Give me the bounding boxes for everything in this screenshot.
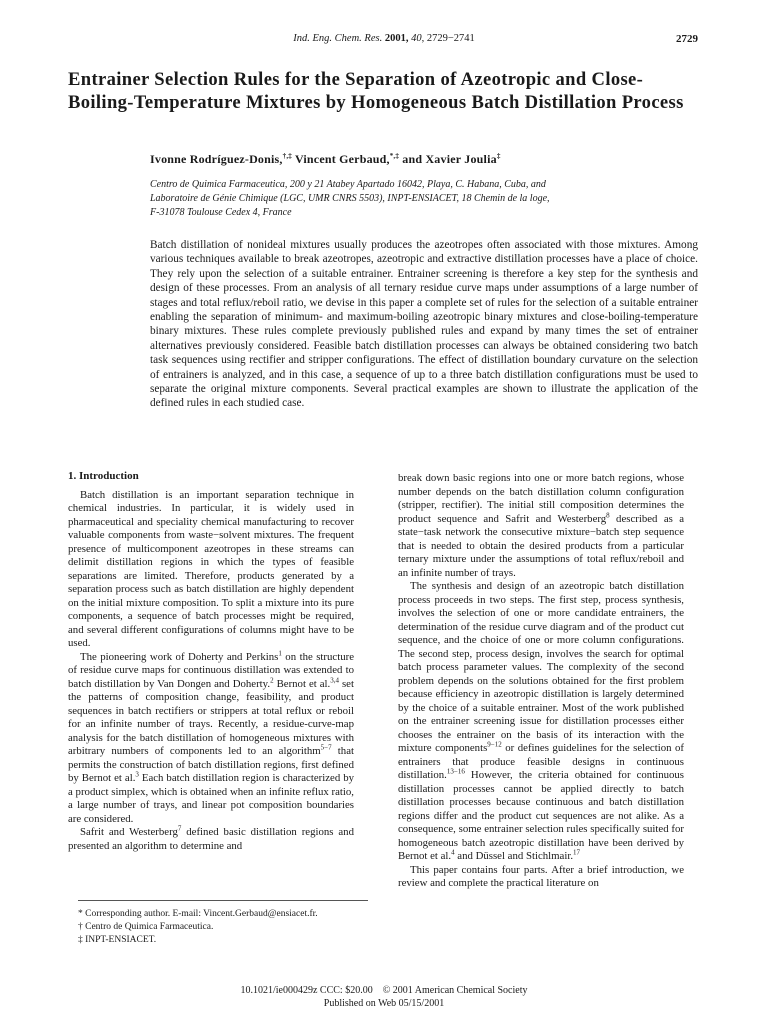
author-3: and Xavier Joulia [399, 152, 497, 166]
journal-pages: 2729−2741 [426, 33, 475, 44]
footnote-corresponding-author: * Corresponding author. E-mail: Vincent.Gerbaud@ensiacet.fr. [78, 909, 318, 919]
paragraph: Batch distillation is an important separation technique in chemical industries. In particular, it is widely used in pharmaceutical and speciality chemical manufacturing to recover valuable components from waste−solvent mixtures. The frequent presence of multicomponent azeotropes in these streams can delimit distillation regions in which the types of feasible separations are limited. Therefore, products generated by a separation process such as batch distillation are highly dependent on the initial mixture composition. To split a mixture into its pure components, a sequence of batch processes might be required, and several different configurations of columns might have to be used. [68, 488, 354, 649]
page-number: 2729 [676, 33, 698, 45]
author-1-marks: †,‡ [282, 152, 292, 160]
author-3-marks: ‡ [496, 152, 501, 160]
citation: 7 [177, 824, 182, 833]
citation: 2 [270, 675, 274, 684]
affiliation-line: Centro de Quimica Farmaceutica, 200 y 21 Atabey Apartado 16042, Playa, C. Habana, Cuba, and [150, 179, 546, 190]
citation: 8 [606, 510, 610, 519]
paragraph: The synthesis and design of an azeotropic batch distillation process proceeds in two steps. The first step, process synthesis, involves the selection of one or more candidate entrainers, the determination of the residue curve diagram and of the product cut sequence, and the choice of one or more column configurations. The second step, process design, involves the search for optimal batch process parameter values. The complexity of the second problem depends on the solutions obtained for the first problem because efficiency in azeotropic distillation is largely determined by the choice of a suitable entrainer. Most of the work published on the entrainer screening issue for distillation processes either chooses the entrainer on the basis of its interaction with the mixture components$^{9-12}$ or defines guidelines for the selection of entrainers that produce feasible designs in continuous distillation.$^{13-16}$ However, the criteria obtained for continuous distillation processes cannot be applied directly to batch distillation processes because continuous and batch distillation regions differ and the product cut sequences are not alike. As a consequence, some entrainer selection rules specifically suited for homogeneous batch azeotropic distillation have been derived by Bernot et al.$^4$ and Düssel and Stichlmair.$^{17}$ [398, 580, 685, 862]
citation: 5−7 [320, 743, 332, 752]
author-2: Vincent Gerbaud, [291, 152, 390, 166]
citation: 13−16 [446, 767, 465, 776]
citation: 3 [135, 770, 139, 779]
abstract: Batch distillation of nonideal mixtures usually produces the azeotropes often associated with those mixtures. Among various techniques available to break azeotropes, azeotropic and extractive distillation processes have a place of choice. They rely upon the selection of a suitable entrainer. Entrainer screening is therefore a key step for the synthesis and design of these processes. From an analysis of all ternary residue curve maps under assumptions of a large number of stages and total reflux/reboil ratio, we devise in this paper a complete set of rules for the selection of a suitable entrainer enabling the separation of minimum- and maximum-boiling azeotropic binary mixtures and close-boiling-temperature binary mixtures. These rules complete previously published rules and expand by many times the set of entrainer alternatives previously considered. Feasible batch distillation processes can always be obtained considering two batch task sequences using rectifier and stripper configurations. The effect of distillation boundary curvature on the selection of entrainers is analyzed, and in this case, a sequence of up to a three batch distillation configurations must be used to separate the original mixture components. Several practical examples are shown to illustrate the application of the defined rules in each studied case. [150, 239, 698, 410]
paragraph: Safrit and Westerberg$^7$ defined basic distillation regions and presented an algorithm to determine and [68, 824, 354, 852]
footnote-divider [78, 900, 368, 901]
paragraph: The pioneering work of Doherty and Perkins$^1$ on the structure of residue curve maps for continuous distillation was extended to batch distillation by Van Dongen and Doherty.$^2$ Bernot et al.$^{3,4}$ set the patterns of composition change, feasibility, and product sequences in batch rectifiers or strippers at total reflux or reboil for an infinite number of trays. Recently, a residue-curve-map analysis for the batch distillation of homogeneous mixtures with arbitrary numbers of components led to an algorithm$^{5-7}$ that permits the construction of batch distillation regions, first defined by Bernot et al.$^3$ Each batch distillation region is characterized by a product simplex, which is obtained when an infinite reflux ratio, a large number of trays, and linear pot composition boundaries are considered. [68, 648, 354, 825]
paragraph: break down basic regions into one or more batch regions, whose number depends on the batch distillation column configuration (stripper, rectifier). The initial still composition determines the product sequence and Safrit and Westerberg$^8$ described as a state−task network the consecutive mixture−batch step sequence that is needed to obtain the desired products from a particular ternary mixture under the assumptions of total reflux/reboil and an infinite number of trays. [398, 472, 684, 579]
footnote-affiliation-2: ‡ INPT-ENSIACET. [78, 935, 157, 945]
doi-copyright-line: 10.1021/ie000429z CCC: $20.00 © 2001 American Chemical Society [240, 985, 528, 996]
affiliation-line: F-31078 Toulouse Cedex 4, France [150, 207, 292, 218]
citation: 9−12 [487, 740, 502, 749]
author-1: Ivonne Rodríguez-Donis, [150, 152, 283, 166]
citation: 17 [573, 848, 581, 857]
running-head [0, 33, 768, 44]
left-column [68, 470, 354, 853]
author-2-marks: *,‡ [389, 152, 400, 160]
affiliation-line: Laboratoire de Génie Chimique (LGC, UMR CNRS 5503), INPT-ENSIACET, 18 Chemin de la loge, [150, 193, 550, 204]
paragraph: This paper contains four parts. After a brief introduction, we review and complete the practical literature on [398, 863, 684, 889]
right-column [398, 472, 684, 891]
journal-volume: 40, [411, 33, 425, 44]
citation: 3,4 [330, 675, 339, 684]
citation: 4 [451, 848, 455, 857]
author-line [150, 152, 501, 167]
journal-year: 2001, [384, 33, 409, 44]
journal-name: Ind. Eng. Chem. Res. [293, 33, 383, 44]
footnote-affiliation-1: † Centro de Quimica Farmaceutica. [78, 922, 214, 932]
publication-date-line: Published on Web 05/15/2001 [323, 998, 445, 1009]
section-heading: 1. Introduction [68, 470, 139, 482]
paper-title: Entrainer Selection Rules for the Separation of Azeotropic and Close-Boiling-Temperature Mixtures by Homogeneous Batch Distillation Process [68, 69, 684, 113]
citation: 1 [278, 648, 282, 657]
